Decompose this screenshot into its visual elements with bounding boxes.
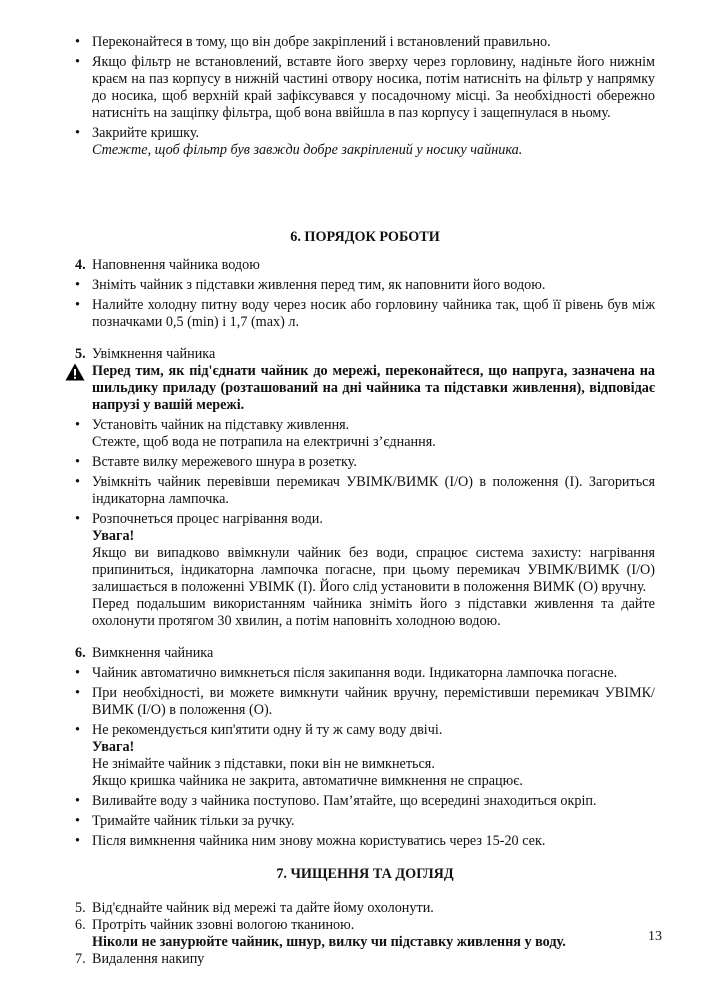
list-item — [75, 454, 655, 471]
numbered-item — [75, 900, 655, 917]
list-item — [75, 665, 655, 682]
list-item — [75, 511, 655, 630]
list-item — [75, 125, 655, 159]
bullet-text: Налийте холодну питну воду через носик або горловину чайника так, щоб її рівень був між позначками 0,5 (min) і 1,7 (max) л. — [92, 297, 655, 330]
bullet-text: Якщо фільтр не встановлений, вставте його зверху через горловину, надіньте його нижнім краєм на паз корпусу в нижній частині отвору носика, потім натисніть на фільтр у напрямку до носика, щоб верхній край зафіксувався у посадочному місці. За необхідності обережно натисніть на защіпку фільтра, щоб вона ввійшла в паз корпусу і защепнулася в ньому. — [92, 54, 655, 121]
item-number: 5. — [75, 346, 86, 362]
bullet-text: Вставте вилку мережевого шнура в розетку. — [92, 454, 357, 470]
bullet-note: Стежте, щоб вода не потрапила на електричні з’єднання. — [92, 434, 436, 450]
bullet-text: Зніміть чайник з підставки живлення перед тим, як наповнити його водою. — [92, 277, 546, 293]
list-item — [75, 54, 655, 122]
subsection-heading — [75, 346, 655, 363]
immersion-warning: Ніколи не занурюйте чайник, шнур, вилку чи підставку живлення у воду. — [92, 934, 566, 950]
list-item — [75, 813, 655, 830]
bullet-text: Переконайтеся в тому, що він добре закріплений і встановлений правильно. — [92, 34, 551, 50]
subsection-5 — [75, 346, 655, 414]
subsection-label: Увімкнення чайника — [92, 346, 216, 362]
item-number: 5. — [75, 900, 86, 916]
subsection-6 — [75, 645, 655, 662]
subsection-label: Вимкнення чайника — [92, 645, 214, 661]
list-item — [75, 474, 655, 508]
bullet-text: Увімкніть чайник перевівши перемикач УВІМК/ВИМК (I/O) в положення (I). Загориться індикаторна лампочка. — [92, 474, 655, 507]
bullet-text: • Закрийте кришку. — [92, 125, 200, 141]
list-item — [75, 793, 655, 810]
attention-text: Перед подальшим використанням чайника зніміть його з підставки живлення та дайте охолонути протягом 30 хвилин, а потім наповніть холодною водою. — [92, 596, 655, 629]
numbered-item — [75, 951, 655, 968]
numbered-item — [75, 917, 655, 951]
subsection-4 — [75, 257, 655, 274]
list-item — [75, 34, 655, 51]
item-text: Видалення накипу — [92, 951, 205, 967]
list-item — [75, 833, 655, 850]
attention-label: Увага! — [92, 528, 135, 544]
subsection-label: Наповнення чайника водою — [92, 257, 260, 273]
bullet-text: • Розпочнеться процес нагрівання води. — [92, 511, 323, 527]
list-item — [75, 685, 655, 719]
item-number: 4. — [75, 257, 86, 273]
page-number: 13 — [648, 929, 662, 944]
bullet-text: • Не рекомендується кип'ятити одну й ту ж саму воду двічі. — [92, 722, 443, 738]
list-item — [75, 722, 655, 790]
list-item — [75, 277, 655, 294]
attention-text: Якщо ви випадково ввімкнули чайник без води, спрацює система захисту: нагрівання припиниться, індикаторна лампочка погасне, при цьому перемикач УВІМК/ВИМК (I/O) залишається в положенні УВІМК (I). Його слід установити в положення ВИМК (O) вручну. — [92, 545, 655, 595]
warning-icon — [65, 363, 85, 381]
attention-text: Якщо кришка чайника не закрита, автоматичне вимкнення не спрацює. — [92, 773, 523, 789]
attention-label: Увага! — [92, 739, 135, 755]
page-content — [75, 34, 655, 968]
item-text: Протріть чайник ззовні вологою тканиною. — [92, 917, 355, 933]
bullet-text: Виливайте воду з чайника поступово. Пам’ятайте, що всередині знаходиться окріп. — [92, 793, 597, 809]
list-item — [75, 417, 655, 451]
item-number: 6. — [75, 917, 86, 933]
bullet-text: Чайник автоматично вимкнеться після закипання води. Індикаторна лампочка погасне. — [92, 665, 618, 681]
item-text: Від'єднайте чайник від мережі та дайте йому охолонути. — [92, 900, 434, 916]
item-number: 6. — [75, 645, 86, 661]
section-6-title: 6. ПОРЯДОК РОБОТИ — [290, 229, 440, 245]
filter-note: Стежте, щоб фільтр був завжди добре закріплений у носику чайника. — [92, 142, 523, 158]
attention-text: Не знімайте чайник з підставки, поки він не вимкнеться. — [92, 756, 435, 772]
voltage-warning: Перед тим, як під'єднати чайник до мережі, переконайтеся, що напруга, зазначена на шильдику приладу (розташований на дні чайника та підставки живлення), відповідає напрузі у вашій мережі. — [92, 363, 655, 413]
section-7-title: 7. ЧИЩЕННЯ ТА ДОГЛЯД — [276, 866, 454, 882]
bullet-text: Після вимкнення чайника ним знову можна користуватись через 15-20 сек. — [92, 833, 546, 849]
item-number: 7. — [75, 951, 86, 967]
bullet-text: Тримайте чайник тільки за ручку. — [92, 813, 295, 829]
bullet-text: • Установіть чайник на підставку живлення. — [92, 417, 350, 433]
bullet-text: При необхідності, ви можете вимкнути чайник вручну, перемістивши перемикач УВІМК/ВИМК (I/O) в положення (O). — [92, 685, 655, 718]
list-item — [75, 297, 655, 331]
